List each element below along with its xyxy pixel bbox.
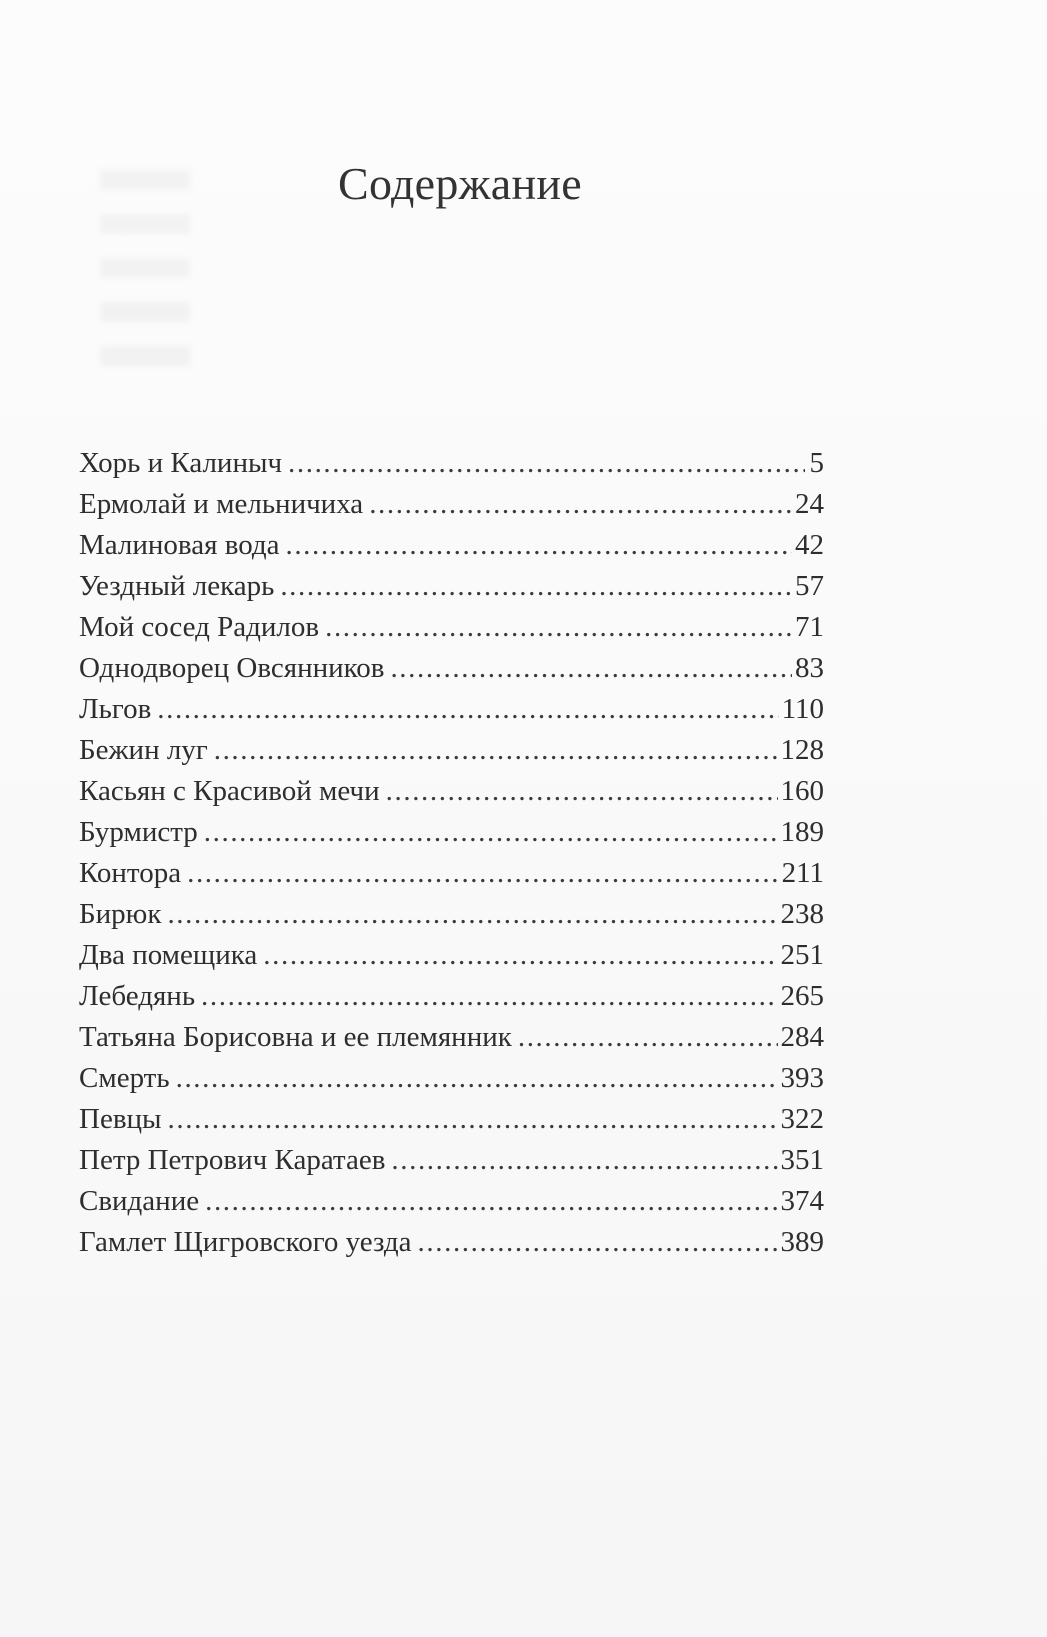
toc-entry-page: 322 — [780, 1103, 824, 1135]
dot-leader — [167, 894, 777, 935]
toc-entry — [79, 894, 824, 935]
toc-entry — [79, 853, 824, 894]
toc-entry-page: 389 — [780, 1226, 824, 1258]
dot-leader — [157, 689, 778, 730]
toc-entry-page: 251 — [780, 939, 824, 971]
toc-entry — [79, 484, 824, 525]
toc-entry-title: Смерть — [79, 1062, 170, 1094]
toc-entry-title: Льгов — [79, 693, 152, 725]
toc-entry-page: 238 — [780, 898, 824, 930]
toc-entry — [79, 1222, 824, 1263]
dot-leader — [288, 443, 805, 484]
toc-entry-title: Касьян с Красивой мечи — [79, 775, 380, 807]
toc-entry — [79, 935, 824, 976]
toc-entry-page: 110 — [781, 693, 824, 725]
toc-entry-page: 393 — [780, 1062, 824, 1094]
toc-entry-title: Бурмистр — [79, 816, 198, 848]
toc-entry-title: Уездный лекарь — [79, 570, 275, 602]
toc-entry — [79, 1140, 824, 1181]
dot-leader — [369, 484, 792, 525]
toc-entry-title: Ермолай и мельничиха — [79, 488, 364, 520]
dot-leader — [386, 771, 778, 812]
dot-leader — [280, 566, 792, 607]
toc-entry-page: 211 — [781, 857, 824, 889]
toc-entry — [79, 689, 824, 730]
dot-leader — [214, 730, 778, 771]
toc-entry-page: 5 — [809, 447, 824, 479]
toc-entry — [79, 1017, 824, 1058]
dot-leader — [391, 1140, 777, 1181]
dot-leader — [518, 1017, 778, 1058]
toc-entry-title: Лебедянь — [79, 980, 196, 1012]
dot-leader — [176, 1058, 778, 1099]
toc-entry — [79, 566, 824, 607]
toc-entry — [79, 1058, 824, 1099]
toc-entry-title: Два помещика — [79, 939, 258, 971]
toc-entry-page: 265 — [780, 980, 824, 1012]
toc-entry-title: Татьяна Борисовна и ее племянник — [79, 1021, 512, 1053]
toc-entry-page: 83 — [795, 652, 824, 684]
toc-entry — [79, 976, 824, 1017]
toc-entry-title: Бирюк — [79, 898, 162, 930]
dot-leader — [201, 976, 777, 1017]
page-title: Содержание — [337, 158, 583, 209]
dot-leader — [204, 812, 778, 853]
toc-entry-title: Петр Петрович Каратаев — [79, 1144, 386, 1176]
dot-leader — [285, 525, 792, 566]
toc-entry-page: 24 — [795, 488, 824, 520]
dot-leader — [418, 1222, 778, 1263]
toc-entry-title: Свидание — [79, 1185, 200, 1217]
toc-entry — [79, 1181, 824, 1222]
toc-entry-page: 71 — [795, 611, 824, 643]
toc-entry — [79, 525, 824, 566]
toc-entry — [79, 607, 824, 648]
toc-entry-title: Мой сосед Радилов — [79, 611, 320, 643]
toc-entry-page: 284 — [780, 1021, 824, 1053]
toc-entry — [79, 812, 824, 853]
toc-entry-page: 42 — [795, 529, 824, 561]
toc-entry-title: Певцы — [79, 1103, 162, 1135]
toc-entry-title: Хорь и Калиныч — [79, 447, 283, 479]
toc-entry-title: Малиновая вода — [79, 529, 280, 561]
dot-leader — [390, 648, 792, 689]
toc-entry — [79, 771, 824, 812]
toc-entry-title: Гамлет Щигровского уезда — [79, 1226, 412, 1258]
toc-entry-page: 189 — [780, 816, 824, 848]
toc-entry — [79, 648, 824, 689]
dot-leader — [205, 1181, 777, 1222]
toc-entry-title: Однодворец Овсянников — [79, 652, 385, 684]
toc-entry-title: Контора — [79, 857, 182, 889]
toc-entry-page: 351 — [780, 1144, 824, 1176]
dot-leader — [168, 1099, 778, 1140]
toc-entry — [79, 1099, 824, 1140]
dot-leader — [263, 935, 777, 976]
dot-leader — [325, 607, 792, 648]
dot-leader — [187, 853, 778, 894]
toc-entry-title: Бежин луг — [79, 734, 208, 766]
toc-entry-page: 374 — [780, 1185, 824, 1217]
toc-entry-page: 160 — [780, 775, 824, 807]
table-of-contents — [79, 443, 824, 1263]
toc-entry — [79, 730, 824, 771]
toc-entry-page: 57 — [795, 570, 824, 602]
toc-entry — [79, 443, 824, 484]
toc-entry-page: 128 — [780, 734, 824, 766]
